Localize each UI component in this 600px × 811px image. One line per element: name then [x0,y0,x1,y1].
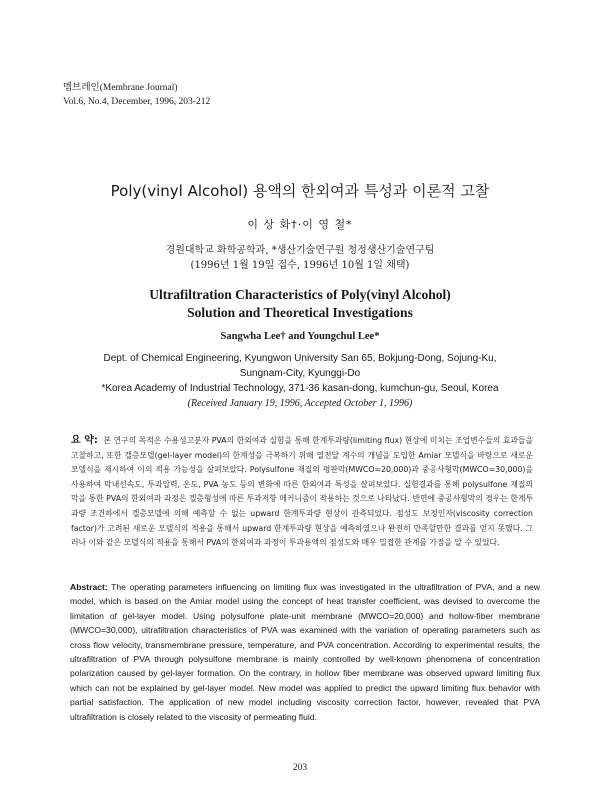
english-received-dates: (Received January 19, 1996, Accepted October 1, 1996) [187,398,413,409]
korean-title: Poly(vinyl Alcohol) 용액의 한외여과 특성과 이론적 고찰 [110,182,490,200]
english-abstract-label: Abstract: [70,582,108,592]
english-authors: Sangwha Lee† and Youngchul Lee* [220,331,380,342]
english-affiliation-line-3: *Korea Academy of Industrial Technology, 371-36 kasan-dong, kumchun-gu, Seoul, Korea [101,383,499,394]
korean-received-dates: (1996년 1월 19일 접수, 1996년 10월 1일 채택) [190,260,410,271]
korean-affiliation-line: 경원대학교 화학공학과, *생산기술연구원 청정생산기술연구팀 [165,245,435,256]
english-affiliation [0,351,600,411]
page-number: 203 [292,763,308,773]
english-title-line-2: Solution and Theoretical Investigations [187,305,413,320]
journal-header [63,81,210,109]
korean-abstract [71,434,533,551]
korean-affiliation [0,243,600,273]
english-affiliation-line-1: Dept. of Chemical Engineering, Kyungwon University San 65, Bokjung-Dong, Sojung-Ku, [103,353,497,364]
korean-abstract-text: 본 연구의 목적은 수용성고분자 PVA의 한외여과 실험을 통해 한계투과량(limiting flux) 현상에 미치는 조업변수들의 효과들을 고찰하고, 또한 겔층모델(gel-layer model)의 한계성을 극복하기 위해 열전달 계수의 개념을 도입한 Amiar 모델식을 바탕으로 새로운 모델식을 제시하여 이의 적용 가능성을 살펴보았다. Polysulfone 재질의 평판막(MWCO=20,000)과 중공사형막(MWCO=30,000)을 사용하여 막내선속도, 투과압력, 온도, PVA 농도 등의 변화에 따른 한외여과 특성을 살펴보았다. 실험결과를 통해 polysulfone 재질의 막을 통한 PVA의 한외여과 과정은 겔층형성에 따른 투과저항 메커니즘이 작용하는 것으로 나타났다. 반면에 중공사형막의 경우는 한계투과량 조건하에서 겔층모델에 의해 예측할 수 없는 upward 한계투과량 현상이 관측되었다. 점성도 보정인자(viscosity correction factor)가 고려된 새로운 모델식의 적용을 통해서 upward 한계투과량 현상을 예측하였으나 완전히 만족할만한 결과를 얻지 못했다. 그러나 이와 같은 모델식의 적용을 통해서 PVA의 한외여과 과정이 투과용액의 점성도와 매우 밀접한 관계를 가짐을 알 수 있었다. [71,436,533,548]
english-title [0,286,600,322]
english-title-line-1: Ultrafiltration Characteristics of Poly(vinyl Alcohol) [149,287,451,302]
journal-volume-info: Vol.6, No.4, December, 1996, 203-212 [63,97,211,107]
journal-name: 멤브레인(Membrane Journal) [63,83,178,93]
english-abstract [70,580,540,724]
english-abstract-text: The operating parameters influencing on limiting flux was investigated in the ultrafiltration of PVA, and a new model, which is based on the Amiar model using the concept of heat transfer coefficient, was devised to overcome the limitation of gel-layer model. Using polysulfone plate-unit membrane (MWCO=20,000) and hollow-fiber membrane (MWCO=30,000), ultrafiltration characteristics of PVA was examined with the variation of operating parameters such as cross flow velocity, transmembrane pressure, temperature, and PVA concentration. According to experimental results, the ultrafiltration of PVA through polysulfone membrane is mainly controlled by well-known phenomena of concentration polarization caused by gel-layer formation. On the contrary, in hollow fiber membrane was observed upward limiting flux which can not be explained by gel-layer model. New model was applied to predict the upward limiting flux behavior with partial satisfaction. The application of new model including viscosity correction factor, however, revealed that PVA ultrafiltration is closely related to the viscosity of permeating fluid. [70,582,540,722]
english-affiliation-line-2: Sungnam-City, Kyunggi-Do [239,368,361,379]
korean-abstract-label: 요 약: [71,435,98,446]
korean-authors: 이 상 화†·이 영 철* [247,218,353,231]
